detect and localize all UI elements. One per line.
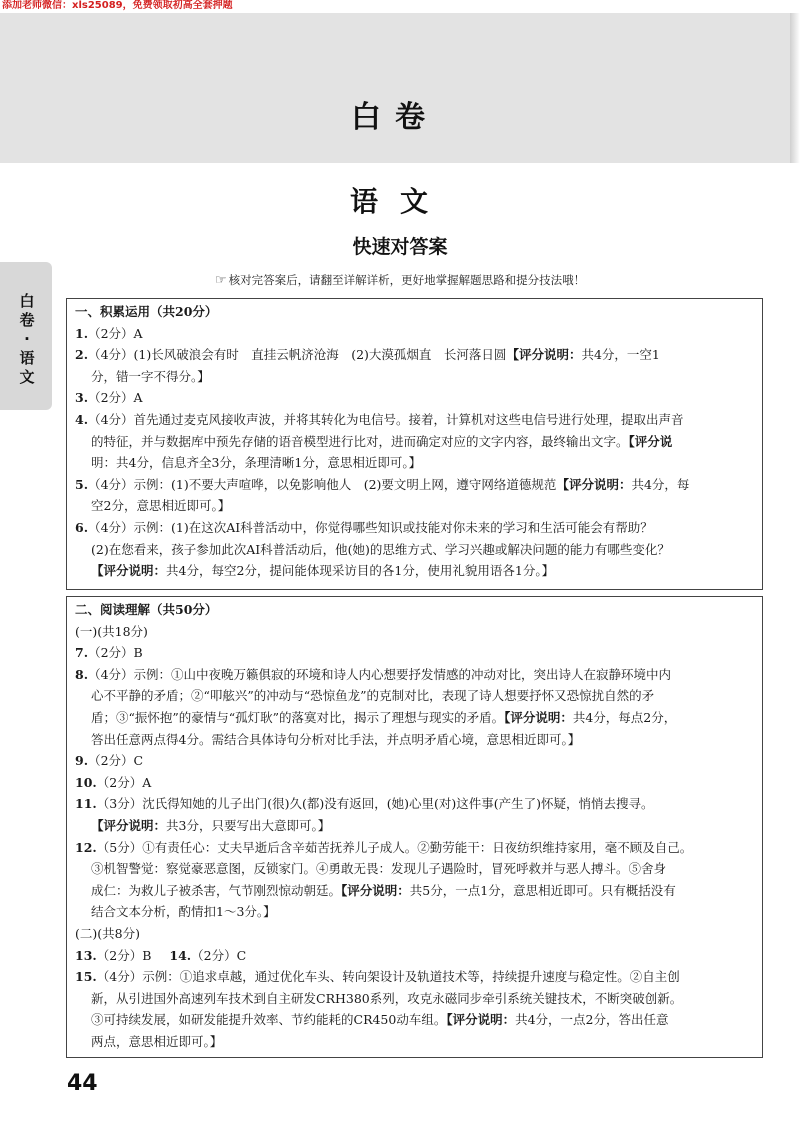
answer-text: （2分）B [96, 947, 152, 963]
answer-row [75, 642, 752, 664]
answer-text: （4分）示例：(1)在这次AI科普活动中，你觉得哪些知识或技能对你未来的学习和生活可能会有帮助？ [88, 519, 653, 535]
answer-row [75, 517, 752, 539]
question-number: 2. [75, 347, 89, 363]
answer-continuation [75, 1009, 752, 1031]
part-title: (二)(共8分) [75, 925, 140, 941]
answer-row [75, 837, 752, 859]
side-tab-label [14, 292, 40, 387]
scoring-note-label: 【评分说明： [446, 1012, 516, 1028]
section-accumulation [66, 298, 763, 590]
answer-continuation: 分，错一字不得分。】 [91, 368, 210, 384]
scoring-note-label: 【评分说明： [91, 563, 167, 579]
scoring-note: 共4分，每 [631, 476, 690, 492]
tip-line [0, 272, 800, 288]
answer-text: （4分）示例：①山中夜晚万籁俱寂的环境和诗人内心想要抒发情感的冲动对比，突出诗人在寂静环境中内 [88, 666, 672, 682]
answer-text: （2分）C [191, 947, 247, 963]
answer-text: （2分）B [88, 645, 143, 661]
answer-continuation: (2)在您看来，孩子参加此次AI科普活动后，他(她)的思维方式、学习兴趣或解决问题的能力有哪些变化？ [91, 541, 670, 557]
answer-continuation [75, 707, 752, 729]
answer-row [75, 750, 752, 772]
question-number: 8. [75, 666, 89, 682]
side-tab-char: 卷 [19, 311, 35, 329]
answer-text: （2分）A [88, 390, 143, 406]
answer-row [75, 793, 752, 815]
scoring-note: 共3分，只要写出大意即可。】 [166, 817, 331, 833]
page-number: 44 [67, 1071, 98, 1096]
side-tab-char: 白 [19, 292, 35, 310]
question-number: 13. [75, 947, 97, 963]
answer-continuation: 新，从引进国外高速列车技术到自主研发CRH380系列，攻克永磁同步牵引系统关键技术，不断突破创新。 [91, 990, 683, 1006]
quick-answer-title: 快速对答案 [352, 236, 448, 258]
banner-shadow [790, 13, 800, 163]
scoring-note: 共4分，一点2分，答出任意 [515, 1012, 669, 1028]
question-number: 10. [75, 774, 97, 790]
answer-text: （5分）①有责任心：丈夫早逝后含辛茹苦抚养儿子成人。②勤劳能干：日夜纺织维持家用，毫不顾及自己。 [96, 839, 693, 855]
answer-text: ③可持续发展，如研发能提升效率、节约能耗的CR450动车组。 [91, 1012, 447, 1028]
answer-row [75, 772, 752, 794]
answer-continuation [75, 880, 752, 902]
answer-text: 成仁：为救儿子被杀害，气节刚烈惊动朝廷。 [91, 882, 342, 898]
answer-row [75, 474, 752, 496]
scoring-note: 共4分，每空2分，提问能体现采访目的各1分，使用礼貌用语各1分。】 [166, 563, 555, 579]
answer-row [75, 409, 752, 431]
answer-text: （2分）C [88, 753, 144, 769]
answer-continuation: ③机智警觉：察觉豪恶意图，反锁家门。④勇敢无畏：发现儿子遇险时，冒死呼救并与恶人搏斗。⑤舍身 [91, 861, 667, 877]
answer-text: （4分）首先通过麦克风接收声波，并将其转化为电信号。接着，计算机对这些电信号进行处理，提取出声音 [88, 411, 684, 427]
answer-text: （4分）示例：①追求卓越，通过优化车头、转向架设计及轨道技术等，持续提升速度与稳定性。②自主创 [96, 969, 680, 985]
answer-text: 盾；③“振怀抱”的豪情与“孤灯耿”的落寞对比，揭示了理想与现实的矛盾。 [91, 709, 505, 725]
question-number: 6. [75, 519, 89, 535]
answer-text: （2分）A [96, 774, 152, 790]
banner-title: 白卷 [351, 100, 439, 135]
answer-continuation: 两点，意思相近即可。】 [91, 1033, 223, 1049]
answer-text: （4分）示例：(1)不要大声喧哗，以免影响他人 (2)要文明上网，遵守网络道德规范 [88, 476, 557, 492]
question-number: 5. [75, 476, 89, 492]
scoring-note-label: 【评分说明： [556, 476, 632, 492]
answer-text: （4分）(1)长风破浪会有时 直挂云帆济沧海 (2)大漠孤烟直 长河落日圆 [88, 347, 507, 363]
answer-row [75, 387, 752, 409]
scoring-note: 共5分，一点1分，意思相近即可。只有概括没有 [409, 882, 676, 898]
section-title: 一、积累运用（共20分） [75, 304, 218, 319]
answer-continuation: 明：共4分，信息齐全3分，条理清晰1分，意思相近即可。】 [91, 455, 422, 471]
answer-text: 的特征，并与数据库中预先存储的语音模型进行比对，进而确定对应的文字内容，最终输出文字。 [91, 433, 629, 449]
answer-continuation [75, 560, 752, 582]
question-number: 9. [75, 753, 89, 769]
question-number: 4. [75, 411, 89, 427]
answer-continuation: 答出任意两点得4分。需结合具体诗句分析对比手法，并点明矛盾心境，意思相近即可。】 [91, 731, 581, 747]
question-number: 11. [75, 796, 97, 812]
subject-title: 语文 [349, 185, 450, 218]
tip-text: 核对完答案后，请翻至详解详析，更好地掌握解题思路和提分技法哦！ [228, 273, 586, 287]
part-title: (一)(共18分) [75, 623, 148, 639]
scoring-note-label: 【评分说明： [91, 817, 167, 833]
section-title: 二、阅读理解（共50分） [75, 602, 218, 617]
answer-row [75, 945, 752, 967]
answer-row [75, 323, 752, 345]
answer-row [75, 664, 752, 686]
scoring-note: 共4分，一空1 [581, 347, 660, 363]
question-number: 3. [75, 390, 89, 406]
side-tab-char: · [24, 330, 30, 348]
header-banner [0, 13, 790, 163]
question-number: 15. [75, 969, 97, 985]
scoring-note-label: 【评分说明： [504, 709, 573, 725]
answer-continuation [75, 431, 752, 453]
side-tab-char: 语 [19, 349, 35, 367]
promo-note: 添加老师微信：xls25089，免费领取初高全套押题 [2, 0, 233, 11]
answer-continuation [75, 815, 752, 837]
answer-continuation: 结合文本分析，酌情扣1～3分。】 [91, 904, 276, 920]
question-number: 1. [75, 325, 89, 341]
question-number: 12. [75, 839, 97, 855]
scoring-note-label: 【评分说 [628, 433, 673, 449]
answer-text: （3分）沈氏得知她的儿子出门(很)久(都)没有返回，(她)心里(对)这件事(产生了)怀疑，悄悄去搜寻。 [96, 796, 654, 812]
question-number: 7. [75, 645, 89, 661]
answer-row [75, 344, 752, 366]
answer-text: （2分）A [88, 325, 143, 341]
scoring-note-label: 【评分说明： [341, 882, 410, 898]
section-reading [66, 596, 763, 1058]
question-number: 14. [169, 947, 192, 963]
answer-continuation: 心不平静的矛盾；②“叩舷兴”的冲动与“恐惊鱼龙”的克制对比，表现了诗人想要抒怀又恐惊扰自然的矛 [91, 688, 655, 704]
scoring-note: 共4分，每点2分， [572, 709, 677, 725]
scoring-note-label: 【评分说明： [506, 347, 582, 363]
answer-continuation: 空2分，意思相近即可。】 [91, 498, 231, 514]
hand-pointing-icon: ☞ [214, 273, 227, 288]
side-tab-char: 文 [19, 368, 35, 386]
answer-row [75, 966, 752, 988]
